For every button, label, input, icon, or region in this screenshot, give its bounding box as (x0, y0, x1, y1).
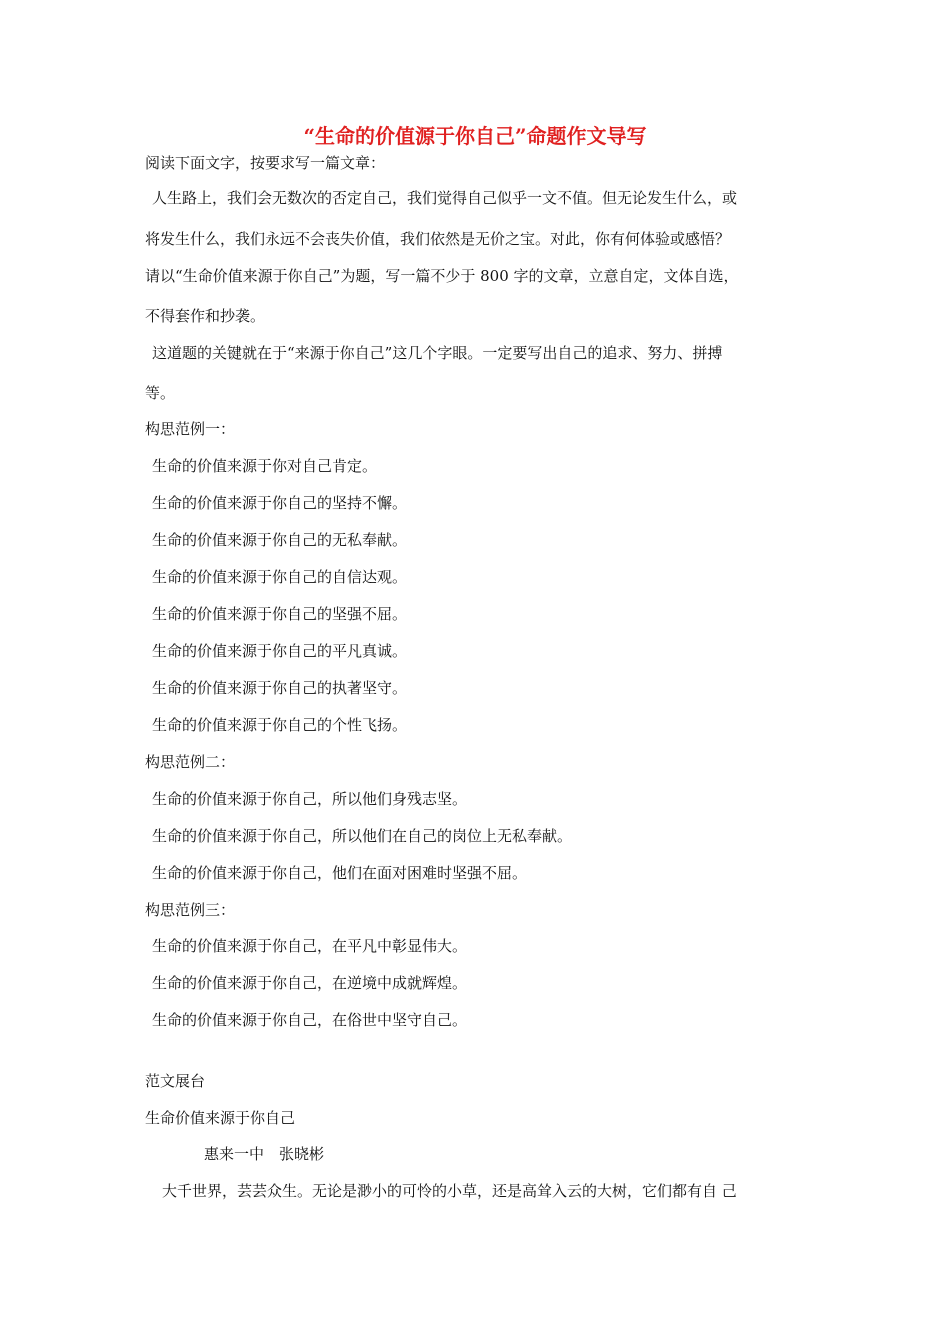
example1-item: 生命的价值来源于你对自己肯定。 (152, 457, 378, 475)
example1-item: 生命的价值来源于你自己的个性飞扬。 (152, 716, 408, 734)
example2-item: 生命的价值来源于你自己，他们在面对困难时坚强不屈。 (152, 864, 528, 882)
prompt-line-2: 将发生什么，我们永远不会丧失价值，我们依然是无价之宝。对此，你有何体验或感悟？ (145, 230, 731, 248)
example3-item: 生命的价值来源于你自己，在平凡中彰显伟大。 (152, 937, 468, 955)
requirement-line-1: 请以“生命价值来源于你自己”为题，写一篇不少于 800 字的文章，立意自定，文体自选， (145, 267, 739, 285)
essay-title: 生命价值来源于你自己 (145, 1109, 296, 1127)
example1-item: 生命的价值来源于你自己的无私奉献。 (152, 531, 408, 549)
example3-item: 生命的价值来源于你自己，在俗世中坚守自己。 (152, 1011, 468, 1029)
example2-item: 生命的价值来源于你自己，所以他们在自己的岗位上无私奉献。 (152, 827, 573, 845)
essay-author: 惠来一中 张晓彬 (204, 1145, 325, 1163)
document-title: “生命的价值源于你自己”命题作文导写 (303, 124, 647, 148)
showcase-heading: 范文展台 (145, 1072, 206, 1090)
essay-first-line: 大千世界，芸芸众生。无论是渺小的可怜的小草，还是高耸入云的大树，它们都有自 己 (162, 1182, 737, 1200)
example1-item: 生命的价值来源于你自己的平凡真诚。 (152, 642, 408, 660)
analysis-line-2: 等。 (145, 384, 176, 402)
example1-heading: 构思范例一： (145, 420, 236, 438)
example2-heading: 构思范例二： (145, 753, 236, 771)
example1-item: 生命的价值来源于你自己的执著坚守。 (152, 679, 408, 697)
analysis-line-1: 这道题的关键就在于“来源于你自己”这几个字眼。一定要写出自己的追求、努力、拼搏 (152, 344, 723, 362)
example1-item: 生命的价值来源于你自己的坚强不屈。 (152, 605, 408, 623)
example1-item: 生命的价值来源于你自己的坚持不懈。 (152, 494, 408, 512)
intro-text: 阅读下面文字，按要求写一篇文章： (145, 154, 386, 172)
requirement-line-2: 不得套作和抄袭。 (145, 307, 266, 325)
example3-item: 生命的价值来源于你自己，在逆境中成就辉煌。 (152, 974, 468, 992)
example2-item: 生命的价值来源于你自己，所以他们身残志坚。 (152, 790, 468, 808)
example1-item: 生命的价值来源于你自己的自信达观。 (152, 568, 408, 586)
example3-heading: 构思范例三： (145, 901, 236, 919)
prompt-line-1: 人生路上，我们会无数次的否定自己，我们觉得自己似乎一文不值。但无论发生什么，或 (152, 189, 738, 207)
